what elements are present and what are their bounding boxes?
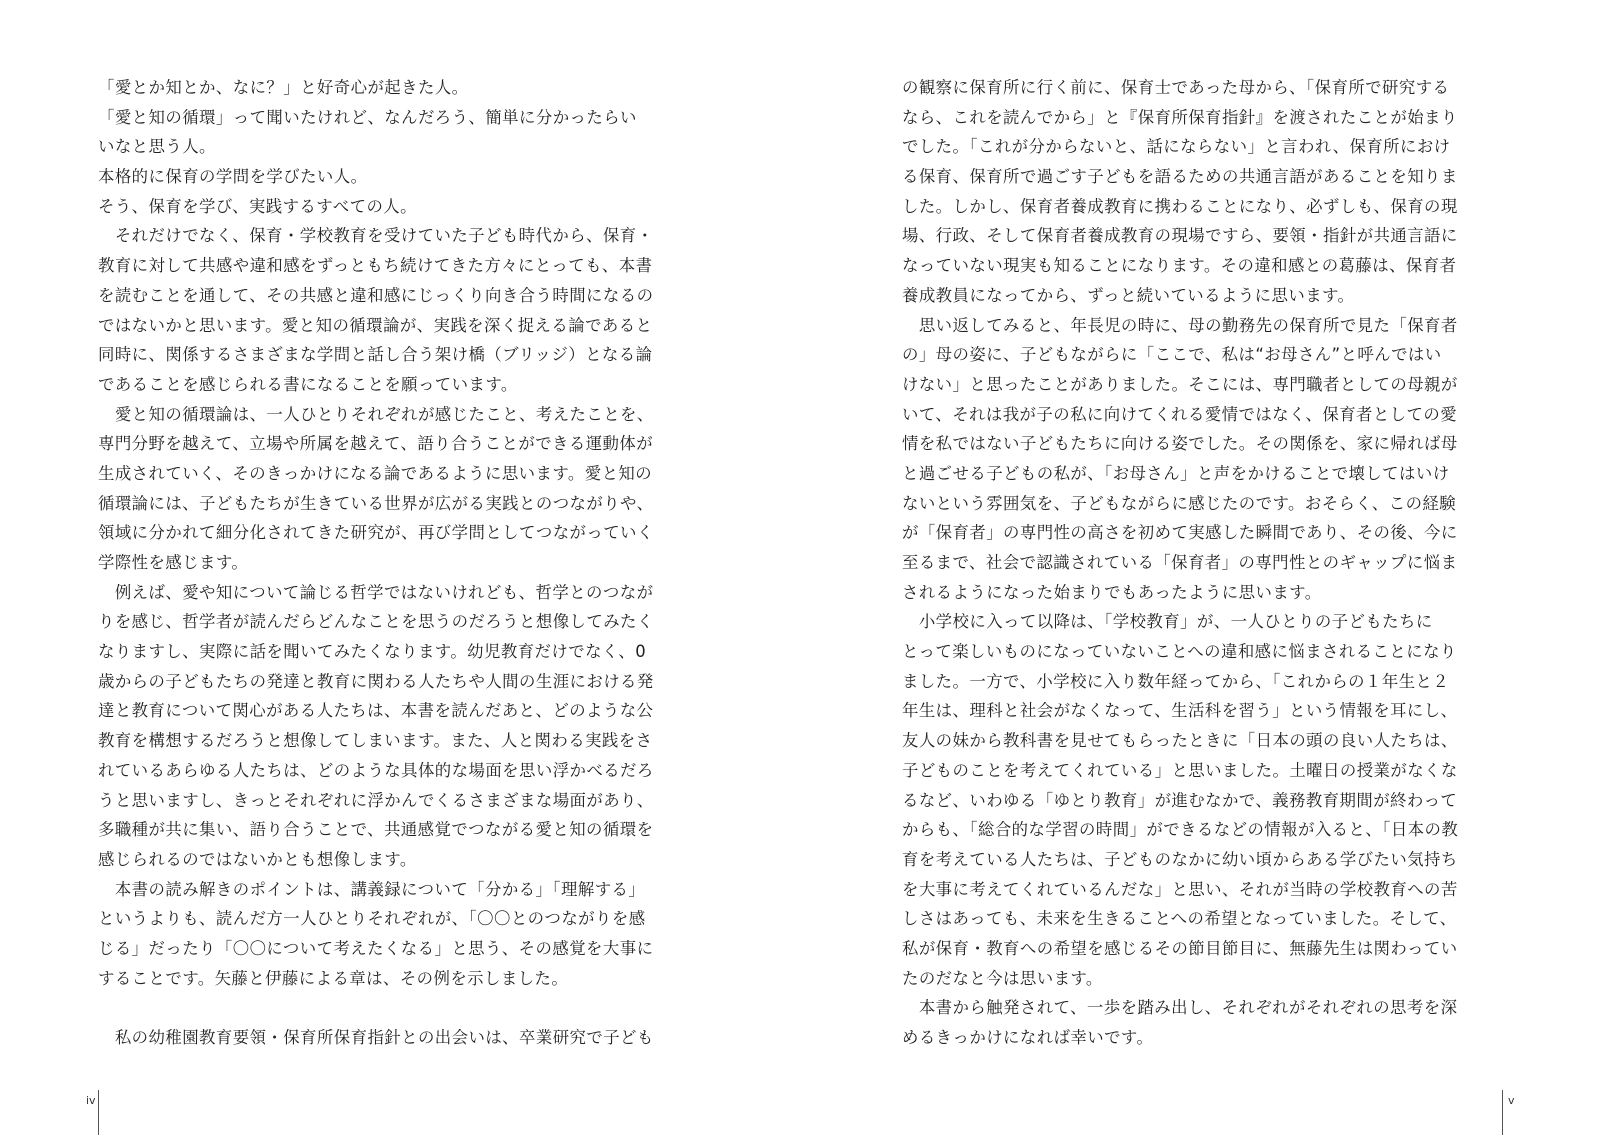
text-line: 年生は、理科と社会がなくなって、生活科を習う」という情報を耳にし、 <box>902 701 1458 721</box>
text-line: 歳からの子どもたちの発達と教育に関わる人たちや人間の生涯における発 <box>98 671 654 691</box>
text-line: めるきっかけになれば幸いです。 <box>902 1028 1154 1047</box>
text-line: 「愛とか知とか、なに？」と好奇心が起きた人。 <box>98 78 469 97</box>
text-line: であることを感じられる書になることを願っています。 <box>98 374 518 394</box>
text-line: からも、「総合的な学習の時間」ができるなどの情報が入ると、「日本の教 <box>902 820 1459 840</box>
text-line: されるようになった始まりでもあったように思います。 <box>902 582 1322 602</box>
text-line: 教育を構想するだろうと想像してしまいます。また、人と関わる実践をさ <box>98 731 653 751</box>
text-line: しさはあっても、未来を生きることへの希望となっていました。そして、 <box>902 909 1457 929</box>
text-line: 本書から触発されて、一歩を踏み出し、それぞれがそれぞれの思考を深 <box>902 998 1458 1018</box>
text-line: なっていない現実も知ることになります。その違和感との葛藤は、保育者 <box>902 256 1457 276</box>
text-line: でした。「これが分からないと、話にならない」と言われ、保育所におけ <box>902 137 1451 157</box>
text-line: を読むことを通して、その共感と違和感にじっくり向き合う時間になるの <box>98 285 654 305</box>
text-line: 私の幼稚園教育要領・保育所保育指針との出会いは、卒業研究で子ども <box>98 1028 654 1047</box>
text-line: けない」と思ったことがありました。そこには、専門職者としての母親が <box>902 374 1458 394</box>
right-page-body <box>902 73 1492 1053</box>
text-line: というよりも、読んだ方一人ひとりそれぞれが、「〇〇とのつながりを感 <box>98 909 646 929</box>
text-line: なりますし、実際に話を聞いてみたくなります。幼児教育だけでなく、0 <box>98 642 647 662</box>
right-page-number: v <box>1508 1094 1515 1107</box>
text-line: 情を私ではない子どもたちに向ける姿でした。その関係を、家に帰れば母 <box>902 434 1458 454</box>
text-line: 思い返してみると、年長児の時に、母の勤務先の保育所で見た「保育者 <box>902 315 1458 335</box>
text-line: 生成されていく、そのきっかけになる論であるように思います。愛と知の <box>98 463 653 483</box>
text-line: 本格的に保育の学問を学びたい人。 <box>98 167 368 187</box>
text-line: を大事に考えてくれているんだな」と思い、それが当時の学校教育への苦 <box>902 879 1458 899</box>
text-line: いて、それは我が子の私に向けてくれる愛情ではなく、保育者としての愛 <box>902 404 1458 424</box>
text-line: 循環論には、子どもたちが生きている世界が広がる実践とのつながりや、 <box>98 493 654 513</box>
text-line: の」母の姿に、子どもながらに「ここで、私は“お母さん”と呼んではい <box>902 345 1442 365</box>
text-line: ではないかと思います。愛と知の循環論が、実践を深く捉える論であると <box>98 315 653 335</box>
text-line: たのだなと今は思います。 <box>902 968 1103 988</box>
text-line: りを感じ、哲学者が読んだらどんなことを思うのだろうと想像してみたく <box>98 612 654 632</box>
text-line: した。しかし、保育者養成教育に携わることになり、必ずしも、保育の現 <box>902 196 1458 216</box>
text-line: 領域に分かれて細分化されてきた研究が、再び学問としてつながっていく <box>98 523 654 543</box>
left-margin-rule <box>98 1090 99 1135</box>
text-line: 感じられるのではないかとも想像します。 <box>98 849 417 869</box>
text-line: 友人の妹から教科書を見せてもらったときに「日本の頭の良い人たちは、 <box>902 731 1458 751</box>
text-line: る保育、保育所で過ごす子どもを語るための共通言語があることを知りま <box>902 167 1458 187</box>
text-line: と過ごせる子どもの私が、「お母さん」と声をかけることで壊してはいけ <box>902 463 1450 483</box>
text-line: 育を考えている人たちは、子どものなかに幼い頃からある学びたい気持ち <box>902 849 1458 869</box>
text-line: することです。矢藤と伊藤による章は、その例を示しました。 <box>98 968 569 988</box>
text-line: 同時に、関係するさまざまな学問と話し合う架け橋（ブリッジ）となる論 <box>98 345 653 365</box>
left-page-number: iv <box>86 1094 96 1107</box>
text-line: いなと思う人。 <box>98 137 216 157</box>
text-line: 学際性を感じます。 <box>98 553 249 572</box>
text-line: が「保育者」の専門性の高さを初めて実感した瞬間であり、その後、今に <box>902 523 1458 543</box>
text-line: 例えば、愛や知について論じる哲学ではないけれども、哲学とのつなが <box>98 582 654 602</box>
text-line: の観察に保育所に行く前に、保育士であった母から、「保育所で研究する <box>902 78 1450 97</box>
text-line: 多職種が共に集い、語り合うことで、共通感覚でつながる愛と知の循環を <box>98 820 654 840</box>
text-line: 愛と知の循環論は、一人ひとりそれぞれが感じたこと、考えたことを、 <box>98 404 654 424</box>
text-line <box>98 993 688 1023</box>
text-line: 本書の読み解きのポイントは、講義録について「分かる」「理解する」 <box>98 879 646 899</box>
text-line: 養成教員になってから、ずっと続いているように思います。 <box>902 285 1355 305</box>
text-line: 私が保育・教育への希望を感じるその節目節目に、無藤先生は関わってい <box>902 938 1458 958</box>
text-line: れているあらゆる人たちは、どのような具体的な場面を思い浮かべるだろ <box>98 760 654 780</box>
text-line: 達と教育について関心がある人たちは、本書を読んだあと、どのような公 <box>98 701 654 721</box>
text-line: ました。一方で、小学校に入り数年経ってから、「これからの１年生と２ <box>902 671 1450 691</box>
text-line: それだけでなく、保育・学校教育を受けていた子ども時代から、保育・ <box>98 226 654 246</box>
text-line: 専門分野を越えて、立場や所属を越えて、語り合うことができる運動体が <box>98 434 654 454</box>
right-margin-rule <box>1502 1090 1503 1135</box>
left-page-body <box>98 73 688 1053</box>
text-line: じる」だったり「〇〇について考えたくなる」と思う、その感覚を大事に <box>98 938 654 958</box>
text-line: 教育に対して共感や違和感をずっともち続けてきた方々にとっても、本書 <box>98 256 653 276</box>
text-line: 小学校に入って以降は、「学校教育」が、一人ひとりの子どもたちに <box>902 612 1433 632</box>
text-line: 子どものことを考えてくれている」と思いました。土曜日の授業がなくな <box>902 760 1458 780</box>
text-line: とって楽しいものになっていないことへの違和感に悩まされることになり <box>902 642 1457 662</box>
text-line: なら、これを読んでから」と『保育所保育指針』を渡されたことが始まり <box>902 107 1458 127</box>
text-line: 至るまで、社会で認識されている「保育者」の専門性とのギャップに悩ま <box>902 553 1458 572</box>
text-line: ないという雰囲気を、子どもながらに感じたのです。おそらく、この経験 <box>902 493 1457 513</box>
text-line: うと思いますし、きっとそれぞれに浮かんでくるさまざまな場面があり、 <box>98 790 654 810</box>
text-line: るなど、いわゆる「ゆとり教育」が進むなかで、義務教育期間が終わって <box>902 790 1458 810</box>
text-line: 場、行政、そして保育者養成教育の現場ですら、要領・指針が共通言語に <box>902 226 1458 246</box>
text-line: そう、保育を学び、実践するすべての人。 <box>98 196 417 216</box>
text-line: 「愛と知の循環」って聞いたけれど、なんだろう、簡単に分かったらい <box>98 107 637 127</box>
